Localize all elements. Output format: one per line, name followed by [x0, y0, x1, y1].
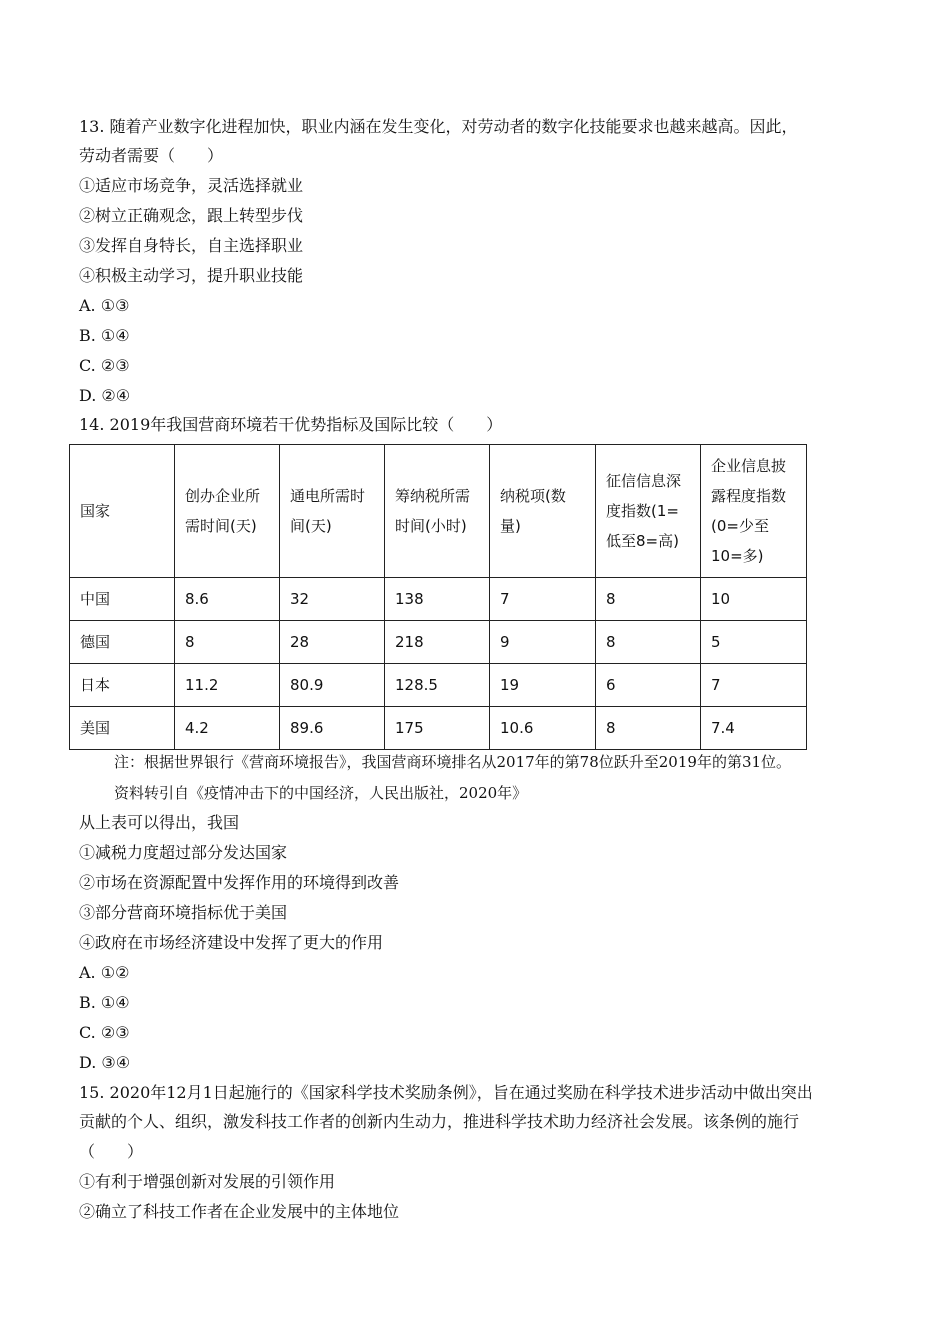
q13-item-2: ②树立正确观念，跟上转型步伐: [79, 206, 304, 225]
header-tax-items: 纳税项(数量): [490, 445, 596, 578]
q14-option-c: C. ②③: [79, 1023, 130, 1042]
q14-item-3: ③部分营商环境指标优于美国: [79, 903, 288, 922]
table-cell: 5: [701, 621, 807, 664]
table-cell: 10: [701, 578, 807, 621]
table-cell: 6: [596, 664, 701, 707]
q14-note-2: 资料转引自《疫情冲击下的中国经济，人民出版社，2020年》: [114, 784, 528, 802]
header-startup-time: 创办企业所需时间(天): [175, 445, 280, 578]
q15-item-2: ②确立了科技工作者在企业发展中的主体地位: [79, 1202, 400, 1221]
q15-stem-line3: （ ）: [79, 1142, 144, 1161]
table-cell: 128.5: [385, 664, 490, 707]
table-row: [70, 578, 807, 621]
q14-note-1: 注：根据世界银行《营商环境报告》，我国营商环境排名从2017年的第78位跃升至2019年的第31位。: [114, 753, 792, 771]
table-cell: 9: [490, 621, 596, 664]
table-cell: 美国: [70, 707, 175, 750]
q13-stem-line1: 13. 随着产业数字化进程加快，职业内涵在发生变化，对劳动者的数字化技能要求也越来越高。因此，: [79, 117, 798, 136]
q13-item-3: ③发挥自身特长，自主选择职业: [79, 236, 304, 255]
table-row: [70, 707, 807, 750]
header-country: 国家: [70, 445, 175, 578]
header-credit-index: 征信信息深度指数(1=低至8=高): [596, 445, 701, 578]
table-cell: 8: [596, 621, 701, 664]
table-cell: 4.2: [175, 707, 280, 750]
table-cell: 8.6: [175, 578, 280, 621]
q14-option-a: A. ①②: [79, 963, 130, 982]
q13-option-d: D. ②④: [79, 386, 131, 405]
q15-item-1: ①有利于增强创新对发展的引领作用: [79, 1172, 336, 1191]
q13-option-a: A. ①③: [79, 296, 130, 315]
q14-item-2: ②市场在资源配置中发挥作用的环境得到改善: [79, 873, 400, 892]
table-cell: 7.4: [701, 707, 807, 750]
q15-stem-line2: 贡献的个人、组织，激发科技工作者的创新内生动力，推进科学技术助力经济社会发展。该条例的施行: [79, 1112, 800, 1131]
q14-item-4: ④政府在市场经济建设中发挥了更大的作用: [79, 933, 384, 952]
table-cell: 32: [280, 578, 385, 621]
q13-item-4: ④积极主动学习，提升职业技能: [79, 266, 304, 285]
q14-option-b: B. ①④: [79, 993, 130, 1012]
table-cell: 218: [385, 621, 490, 664]
table-cell: 138: [385, 578, 490, 621]
q14-item-1: ①减税力度超过部分发达国家: [79, 843, 288, 862]
table-cell: 中国: [70, 578, 175, 621]
table-cell: 11.2: [175, 664, 280, 707]
q14-stem: 14. 2019年我国营商环境若干优势指标及国际比较（ ）: [79, 415, 503, 434]
table-cell: 日本: [70, 664, 175, 707]
table-header-row: [70, 445, 807, 578]
table-cell: 175: [385, 707, 490, 750]
header-tax-time: 筹纳税所需时间(小时): [385, 445, 490, 578]
table-cell: 7: [701, 664, 807, 707]
q14-table: [69, 444, 807, 750]
table-cell: 8: [596, 707, 701, 750]
q14-lead: 从上表可以得出，我国: [79, 813, 240, 832]
table-cell: 19: [490, 664, 596, 707]
table-cell: 28: [280, 621, 385, 664]
table-cell: 89.6: [280, 707, 385, 750]
table-cell: 10.6: [490, 707, 596, 750]
q13-option-b: B. ①④: [79, 326, 130, 345]
table-cell: 8: [596, 578, 701, 621]
header-electricity-time: 通电所需时间(天): [280, 445, 385, 578]
header-disclosure-index: 企业信息披露程度指数(0=少至10=多): [701, 445, 807, 578]
q13-option-c: C. ②③: [79, 356, 130, 375]
q14-option-d: D. ③④: [79, 1053, 131, 1072]
table-row: [70, 664, 807, 707]
table-cell: 7: [490, 578, 596, 621]
table-cell: 80.9: [280, 664, 385, 707]
q15-stem-line1: 15. 2020年12月1日起施行的《国家科学技术奖励条例》，旨在通过奖励在科学技术进步活动中做出突出: [79, 1083, 813, 1102]
q13-item-1: ①适应市场竞争，灵活选择就业: [79, 176, 304, 195]
q13-stem-line2: 劳动者需要（ ）: [79, 146, 224, 165]
table-cell: 8: [175, 621, 280, 664]
table-cell: 德国: [70, 621, 175, 664]
table-row: [70, 621, 807, 664]
